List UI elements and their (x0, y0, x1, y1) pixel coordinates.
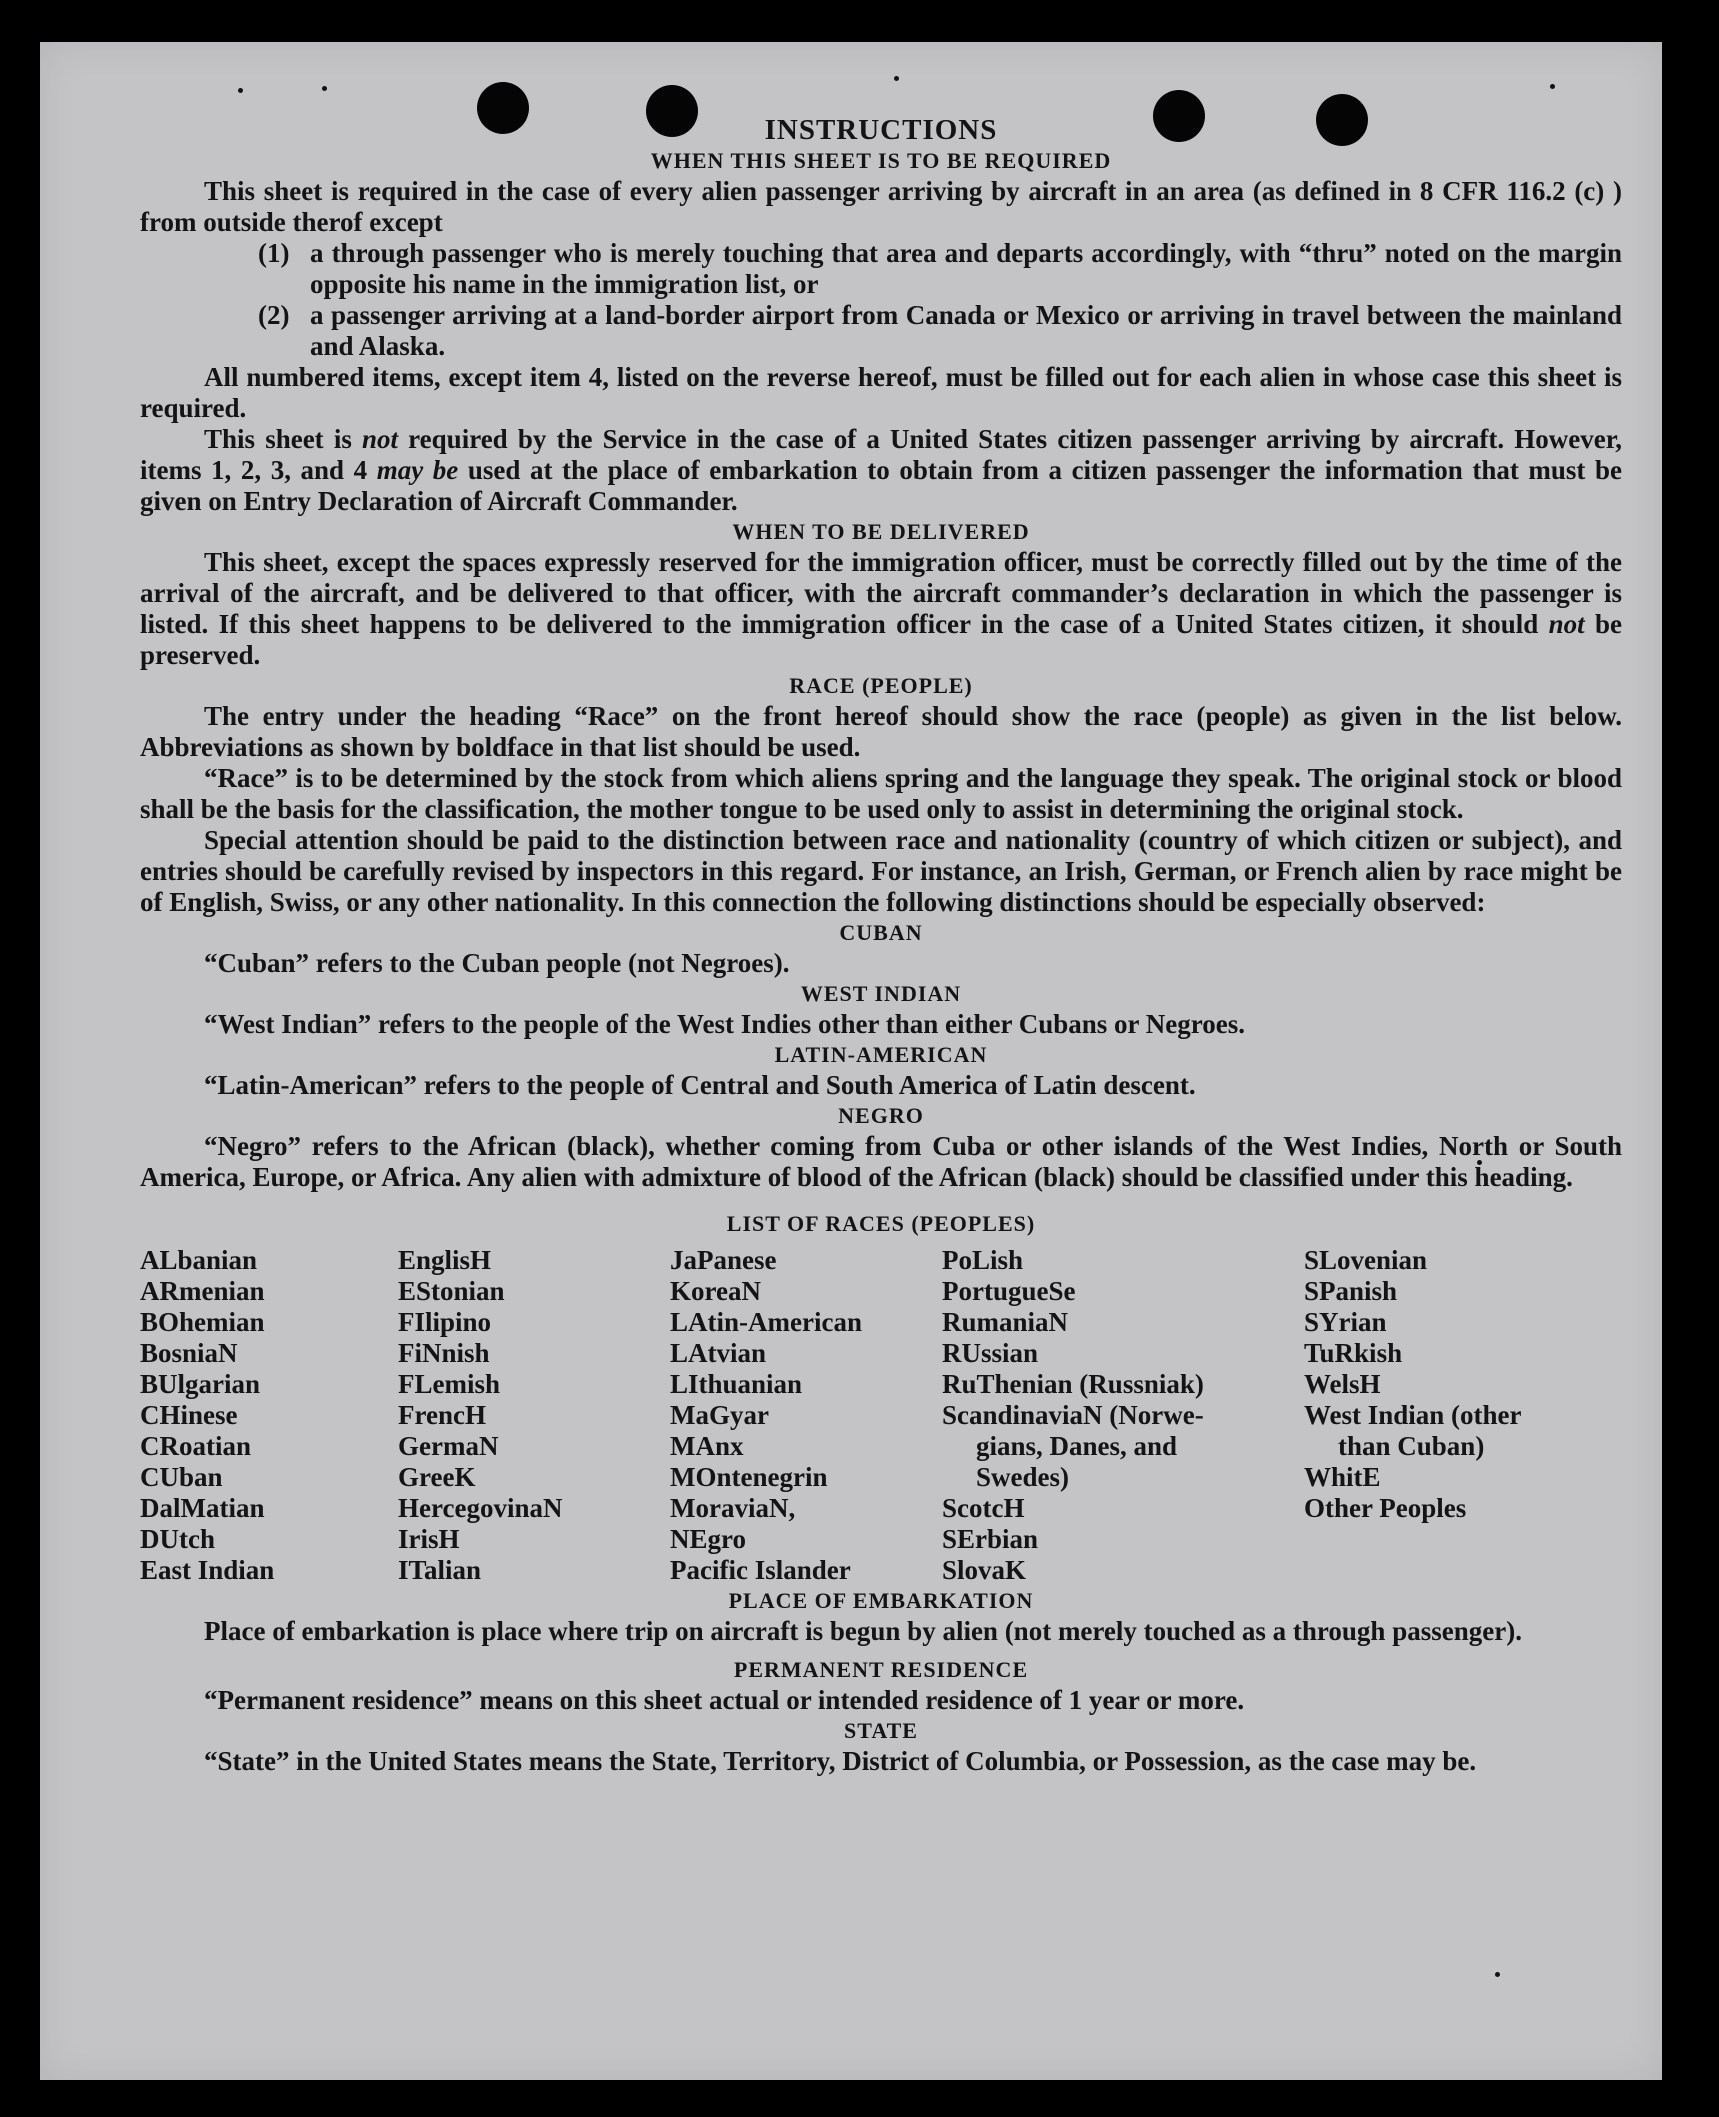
race-item: BosniaN (140, 1338, 238, 1368)
race-item: GreeK (398, 1462, 476, 1492)
race-item: Other Peoples (1304, 1493, 1467, 1523)
race-item: East Indian (140, 1555, 275, 1585)
dust-speck (238, 88, 243, 93)
race-item: ITalian (398, 1555, 482, 1585)
race-item: SPanish (1304, 1276, 1398, 1306)
paragraph: This sheet, except the spaces expressly reserved for the immigration officer, must be correctly filled out by the time of the arrival of the aircraft, and be delivered to that officer, with the aircraft commander’s declaration in which the passenger is listed. If this sheet happens to be delivered to the immigration officer in the case of a United States citizen, it should not be preserved. (140, 547, 1623, 670)
race-item: gians, Danes, and (976, 1431, 1178, 1461)
definition: “Permanent residence” means on this sheet actual or intended residence of 1 year or more. (204, 1685, 1245, 1715)
race-item: RumaniaN (942, 1307, 1069, 1337)
race-item: ScandinaviaN (Norwe- (942, 1400, 1204, 1430)
race-item: DalMatian (140, 1493, 265, 1523)
race-item: CUban (140, 1462, 223, 1492)
race-item: HercegovinaN (398, 1493, 563, 1523)
race-item: EStonian (398, 1276, 505, 1306)
dust-speck (894, 76, 899, 81)
race-item: MOntenegrin (670, 1462, 828, 1492)
race-item: IrisH (398, 1524, 460, 1554)
races-column (942, 1245, 1304, 1586)
section-heading: RACE (PEOPLE) (789, 673, 973, 698)
race-item: MoraviaN, (670, 1493, 796, 1523)
section-heading: LATIN-AMERICAN (774, 1042, 988, 1067)
races-column (1304, 1245, 1604, 1586)
race-item: CRoatian (140, 1431, 252, 1461)
races-column (398, 1245, 670, 1586)
race-item: NEgro (670, 1524, 747, 1554)
race-item: FiNnish (398, 1338, 490, 1368)
race-item: West Indian (other (1304, 1400, 1522, 1430)
race-item: EnglisH (398, 1245, 492, 1275)
races-column (670, 1245, 942, 1586)
paragraph: This sheet is required in the case of every alien passenger arriving by aircraft in an area (as defined in 8 CFR 116.2 (c) ) from outside therof except (140, 176, 1622, 237)
race-item: than Cuban) (1338, 1431, 1485, 1461)
paragraph: “Race” is to be determined by the stock from which aliens spring and the language they speak. The original stock or blood shall be the basis for the classification, the mother tongue to be used only to assist in determining the original stock. (140, 763, 1622, 824)
dust-speck (322, 86, 327, 91)
paragraph: This sheet is not required by the Service in the case of a United States citizen passenger arriving by aircraft. However, items 1, 2, 3, and 4 may be used at the place of embarkation to obtain from a citizen passenger the information that must be given on Entry Declaration of Aircraft Commander. (140, 424, 1622, 516)
race-item: WelsH (1304, 1369, 1381, 1399)
races-column (140, 1245, 398, 1586)
definition: “West Indian” refers to the people of the West Indies other than either Cubans or Negroes. (204, 1009, 1246, 1039)
race-item: PoLish (942, 1245, 1024, 1275)
section-heading: WHEN TO BE DELIVERED (732, 519, 1030, 544)
race-item: ARmenian (140, 1276, 265, 1306)
race-item: PortugueSe (942, 1276, 1076, 1306)
paragraph: “Negro” refers to the African (black), whether coming from Cuba or other islands of the West Indies, North or South America, Europe, or Africa. Any alien with admixture of blood of the African (black) should be classified under this heading. (140, 1131, 1622, 1192)
definition: “Latin-American” refers to the people of Central and South America of Latin descent. (204, 1070, 1196, 1100)
race-item: SlovaK (942, 1555, 1027, 1585)
race-item: BUlgarian (140, 1369, 261, 1399)
race-item: MAnx (670, 1431, 744, 1461)
dust-speck (1550, 84, 1555, 89)
section-heading: WEST INDIAN (800, 981, 962, 1006)
section-heading: CUBAN (839, 920, 923, 945)
race-item: JaPanese (670, 1245, 777, 1275)
paragraph: The entry under the heading “Race” on the front hereof should show the race (people) as given in the list below. Abbreviations as shown by boldface in that list should be used. (140, 701, 1622, 762)
paragraph: Special attention should be paid to the distinction between race and nationality (country of which citizen or subject), and entries should be carefully revised by inspectors in this regard. For instance, an Irish, German, or French alien by race might be of English, Swiss, or any other nationality. In this connection the following distinctions should be especially observed: (140, 825, 1622, 917)
section-heading: NEGRO (838, 1103, 924, 1128)
race-item: KoreaN (670, 1276, 761, 1306)
race-item: SLovenian (1304, 1245, 1428, 1275)
section-heading: STATE (844, 1718, 918, 1743)
instructions-content (140, 114, 1622, 1777)
race-item: MaGyar (670, 1400, 769, 1430)
race-item: LAtin-American (670, 1307, 862, 1337)
section-heading: LIST OF RACES (PEOPLES) (726, 1211, 1036, 1236)
race-item: RUssian (942, 1338, 1039, 1368)
race-item: ScotcH (942, 1493, 1025, 1523)
definition: “Cuban” refers to the Cuban people (not Negroes). (204, 948, 790, 978)
race-item: LIthuanian (670, 1369, 803, 1399)
race-item: SErbian (942, 1524, 1039, 1554)
race-item: Pacific Islander (670, 1555, 851, 1585)
race-item: RuThenian (Russniak) (942, 1369, 1204, 1399)
race-item: FIlipino (398, 1307, 492, 1337)
page-title: INSTRUCTIONS (764, 114, 998, 146)
dust-speck (1495, 1972, 1500, 1977)
document-sheet (40, 42, 1662, 2080)
paragraph: Place of embarkation is place where trip on aircraft is begun by alien (not merely touched as a through passenger). (204, 1616, 1522, 1646)
exception-item: (1) a through passenger who is merely touching that area and departs accordingly, with “thru” noted on the margin opposite his name in the immigration list, or (258, 238, 1622, 299)
race-item: ALbanian (140, 1245, 258, 1275)
exception-item: (2) a passenger arriving at a land-border airport from Canada or Mexico or arriving in travel between the mainland and Alaska. (258, 300, 1622, 361)
paragraph: All numbered items, except item 4, listed on the reverse hereof, must be filled out for each alien in whose case this sheet is required. (140, 362, 1622, 423)
race-item: DUtch (140, 1524, 215, 1554)
race-item: BOhemian (140, 1307, 265, 1337)
race-item: GermaN (398, 1431, 499, 1461)
section-heading: WHEN THIS SHEET IS TO BE REQUIRED (650, 148, 1112, 173)
race-item: FLemish (398, 1369, 501, 1399)
paragraph: “State” in the United States means the State, Territory, District of Columbia, or Possession, as the case may be. (204, 1746, 1477, 1776)
race-item: LAtvian (670, 1338, 767, 1368)
race-item: SYrian (1304, 1307, 1387, 1337)
race-item: FrencH (398, 1400, 486, 1430)
races-list (140, 1245, 1622, 1586)
section-heading: PERMANENT RESIDENCE (733, 1657, 1029, 1682)
race-item: CHinese (140, 1400, 238, 1430)
section-heading: PLACE OF EMBARKATION (728, 1588, 1034, 1613)
race-item: Swedes) (976, 1462, 1069, 1492)
race-item: WhitE (1304, 1462, 1381, 1492)
race-item: TuRkish (1304, 1338, 1403, 1368)
